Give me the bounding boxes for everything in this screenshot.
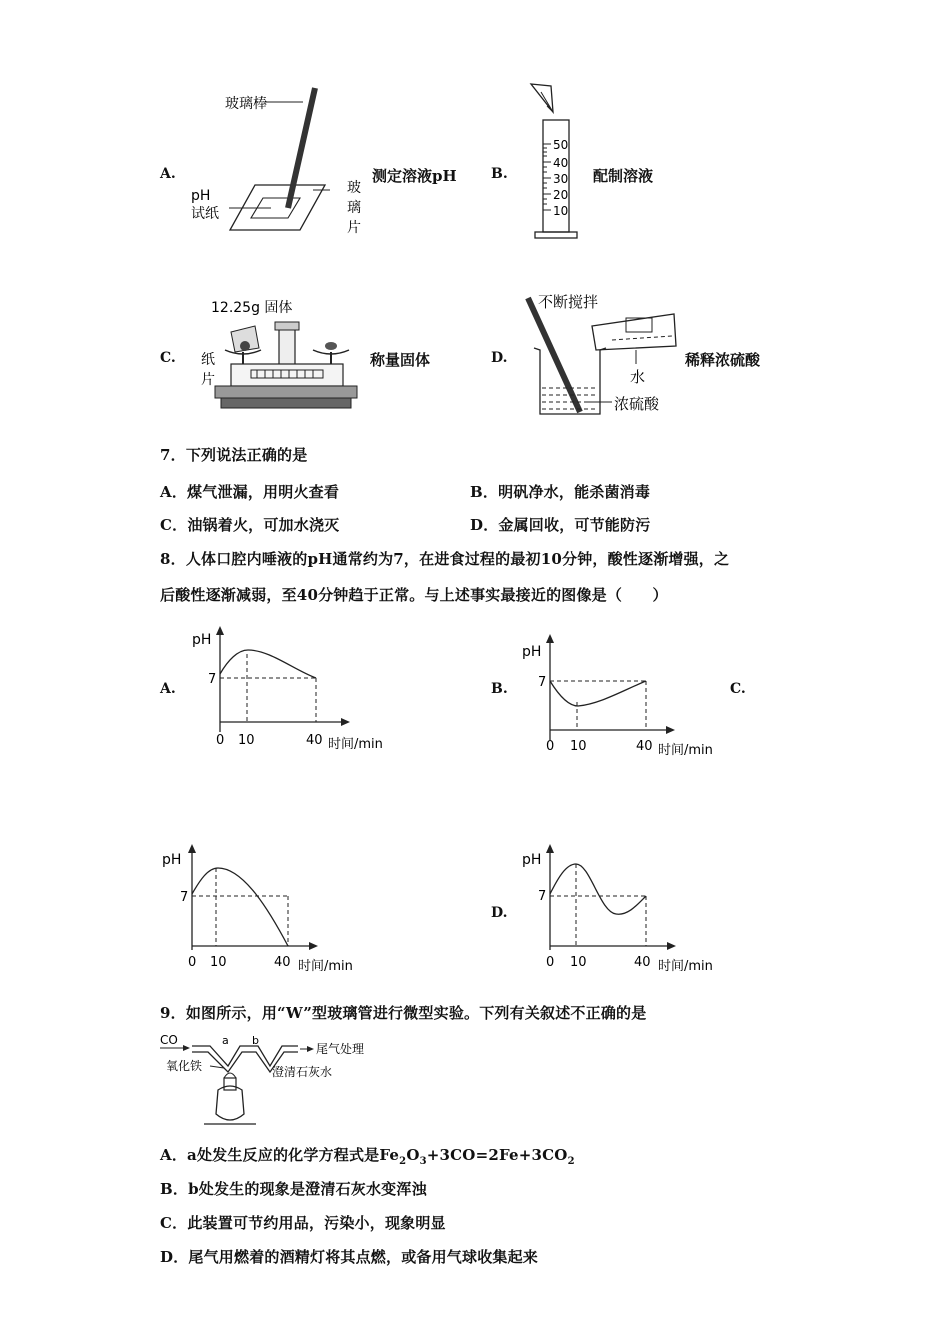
q6-option-d-caption: 稀释浓硫酸 — [685, 351, 761, 369]
svg-text:pH: pH — [522, 852, 542, 868]
q7-option-c[interactable]: C．油锅着火，可加水浇灭 — [160, 516, 340, 534]
svg-text:pH: pH — [192, 632, 212, 648]
q7-stem: 7．下列说法正确的是 — [160, 446, 308, 464]
svg-text:璃: 璃 — [347, 200, 361, 216]
svg-text:7: 7 — [538, 889, 547, 904]
dilute-acid-figure — [522, 288, 682, 420]
svg-text:7: 7 — [180, 890, 189, 905]
q7-option-d[interactable]: D．金属回收，可节能防污 — [470, 516, 651, 534]
svg-text:片: 片 — [201, 372, 215, 388]
q8-option-b-letter[interactable]: B. — [491, 681, 508, 697]
svg-text:40: 40 — [634, 955, 651, 970]
q6-option-b-caption: 配制溶液 — [593, 167, 654, 185]
svg-text:时间/min: 时间/min — [328, 737, 383, 752]
q9-option-c[interactable]: C．此装置可节约用品，污染小，现象明显 — [160, 1214, 446, 1232]
svg-text:CO: CO — [160, 1033, 178, 1047]
svg-text:0: 0 — [546, 955, 555, 970]
svg-text:40: 40 — [306, 733, 323, 748]
q8-stem-line1: 8．人体口腔内唾液的pH通常约为7，在进食过程的最初10分钟，酸性逐渐增强，之 — [160, 550, 730, 568]
svg-text:片: 片 — [347, 220, 361, 236]
glass-rod — [288, 88, 315, 208]
svg-text:浓硫酸: 浓硫酸 — [614, 395, 660, 413]
svg-text:10: 10 — [210, 955, 227, 970]
svg-text:纸: 纸 — [201, 352, 215, 368]
q9-option-b[interactable]: B．b处发生的现象是澄清石灰水变浑浊 — [160, 1180, 427, 1198]
q9-option-a[interactable]: A．a处发生反应的化学方程式是$Fe_2O_3+3CO=2Fe+3CO_2$ — [160, 1146, 575, 1167]
rod-label: 玻璃棒 — [225, 96, 267, 112]
w-tube-figure — [158, 1030, 373, 1130]
svg-text:时间/min: 时间/min — [658, 959, 713, 974]
q9-option-d[interactable]: D．尾气用燃着的酒精灯将其点燃，或备用气球收集起来 — [160, 1248, 539, 1266]
alcohol-lamp — [216, 1086, 244, 1120]
svg-text:b: b — [252, 1034, 259, 1047]
curve-c — [192, 868, 288, 946]
svg-text:试纸: 试纸 — [191, 206, 219, 222]
q6-option-a-letter: A. — [160, 166, 176, 182]
svg-text:7: 7 — [538, 675, 547, 690]
q8-option-c-letter[interactable]: C. — [730, 681, 746, 697]
svg-text:0: 0 — [546, 739, 555, 754]
svg-text:不断搅拌: 不断搅拌 — [538, 293, 599, 311]
q6-option-b-letter: B. — [491, 166, 508, 182]
svg-text:20: 20 — [553, 188, 569, 202]
svg-text:时间/min: 时间/min — [298, 959, 353, 974]
svg-text:pH: pH — [162, 852, 182, 868]
q7-option-a[interactable]: A．煤气泄漏，用明火查看 — [160, 483, 340, 501]
q9-stem: 9．如图所示，用“W”型玻璃管进行微型实验。下列有关叙述不正确的是 — [160, 1004, 647, 1022]
q8-option-a-letter[interactable]: A. — [160, 681, 176, 697]
svg-text:7: 7 — [208, 672, 217, 687]
svg-text:尾气处理: 尾气处理 — [316, 1042, 365, 1056]
q8-option-d-letter[interactable]: D. — [491, 905, 508, 921]
svg-text:40: 40 — [274, 955, 291, 970]
graph-a — [190, 622, 395, 757]
beaker — [534, 348, 606, 414]
funnel-paper — [531, 84, 553, 112]
balance-figure — [195, 292, 365, 417]
graph-b — [520, 630, 725, 765]
svg-text:pH: pH — [191, 188, 211, 204]
svg-text:pH: pH — [522, 644, 542, 660]
svg-text:10: 10 — [238, 733, 255, 748]
svg-text:澄清石灰水: 澄清石灰水 — [272, 1065, 333, 1079]
svg-text:10: 10 — [553, 204, 569, 218]
svg-text:0: 0 — [188, 955, 197, 970]
q6-option-c-letter: C. — [160, 350, 176, 366]
curve-b — [550, 681, 646, 706]
svg-text:50: 50 — [553, 138, 569, 152]
svg-text:40: 40 — [553, 156, 569, 170]
svg-text:40: 40 — [636, 739, 653, 754]
svg-text:10: 10 — [570, 955, 587, 970]
curve-d — [550, 864, 646, 914]
svg-text:10: 10 — [570, 739, 587, 754]
q8-stem-line2: 后酸性逐渐减弱，至40分钟趋于正常。与上述事实最接近的图像是（ ） — [160, 586, 668, 604]
curve-a — [220, 650, 316, 678]
svg-text:30: 30 — [553, 172, 569, 186]
graph-c — [160, 838, 365, 978]
graduated-cylinder-figure — [525, 82, 585, 242]
svg-text:a: a — [222, 1034, 229, 1047]
q6-option-c-caption: 称量固体 — [370, 351, 431, 369]
svg-text:水: 水 — [630, 368, 646, 386]
svg-text:0: 0 — [216, 733, 225, 748]
q6-option-a-caption: 测定溶液pH — [372, 167, 457, 185]
graph-d — [520, 838, 725, 978]
q6-option-d-letter: D. — [491, 350, 508, 366]
ph-test-figure — [185, 80, 370, 245]
svg-text:玻: 玻 — [347, 180, 361, 196]
svg-text:12.25g 固体: 12.25g 固体 — [211, 300, 293, 316]
svg-text:氧化铁: 氧化铁 — [166, 1059, 203, 1073]
svg-text:时间/min: 时间/min — [658, 743, 713, 758]
q7-option-b[interactable]: B．明矾净水，能杀菌消毒 — [470, 483, 651, 501]
